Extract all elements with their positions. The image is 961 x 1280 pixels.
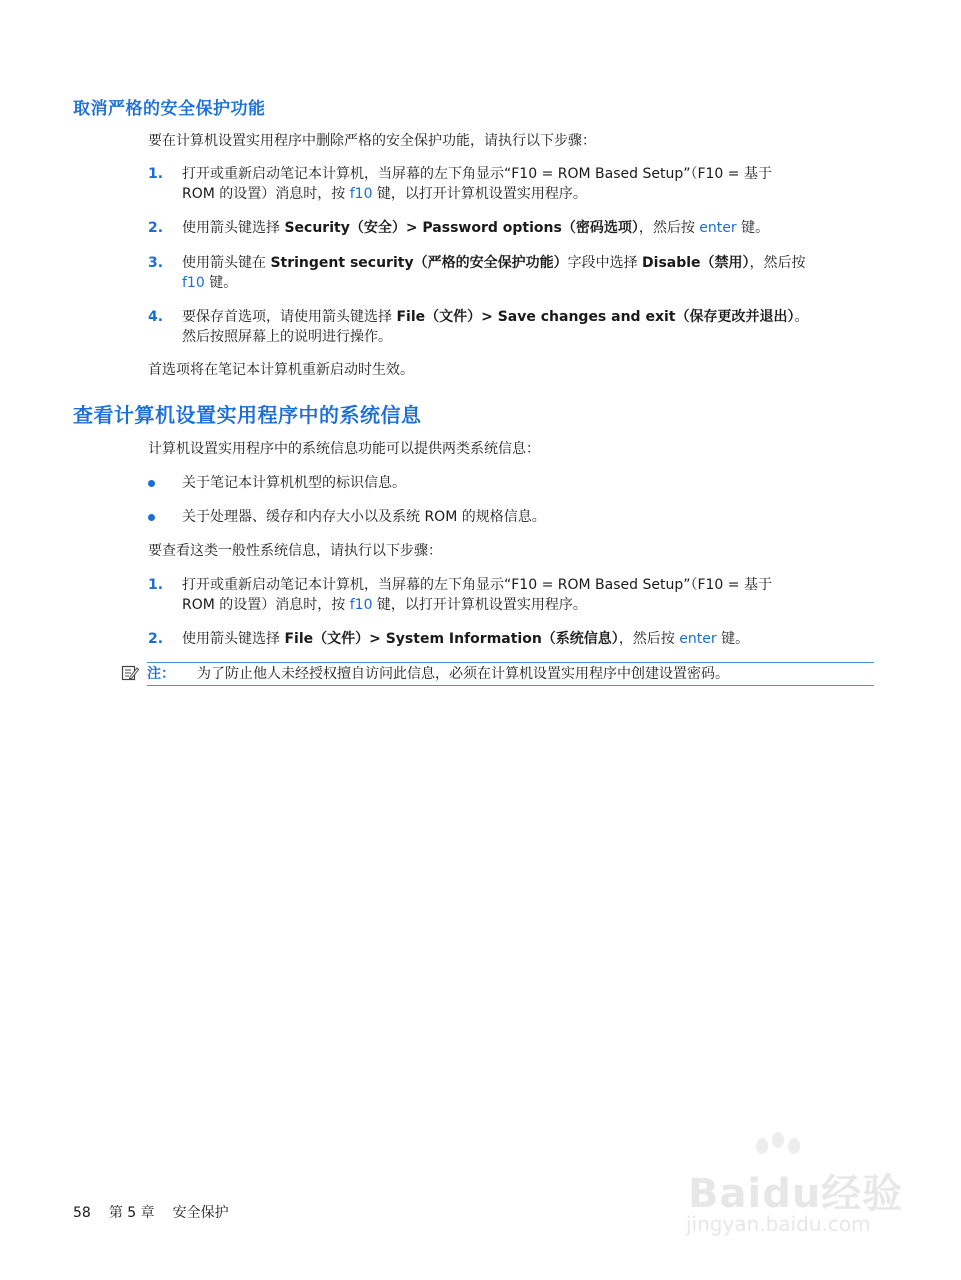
step-text: ，然后按 (749, 255, 806, 271)
step-text: ，然后按 (638, 220, 700, 236)
step-number: 1. (148, 577, 164, 593)
step-text: 键。 (736, 220, 770, 236)
key-name: enter (699, 220, 737, 236)
section2-intro: 计算机设置实用程序中的系统信息功能可以提供两类系统信息： (148, 441, 540, 457)
step-text: 字段中选择 (567, 255, 643, 271)
step-text: 使用箭头键选择 (182, 220, 285, 236)
step-text: ROM 的设置）消息时，按 (182, 186, 350, 202)
section-heading-disable-stringent: 取消严格的安全保护功能 (73, 99, 266, 119)
bullet-icon (148, 480, 155, 487)
section-heading-system-info: 查看计算机设置实用程序中的系统信息 (73, 403, 422, 427)
step-number: 1. (148, 166, 164, 182)
option-name: Disable（禁用） (642, 255, 750, 271)
section1-intro: 要在计算机设置实用程序中删除严格的安全保护功能，请执行以下步骤： (148, 133, 596, 149)
step-number: 3. (148, 255, 164, 271)
section1-step-2 (148, 218, 876, 238)
key-name: f10 (349, 597, 373, 613)
section1-step-4 (148, 307, 876, 347)
note-text: 为了防止他人未经授权擅自访问此信息，必须在计算机设置实用程序中创建设置密码。 (197, 666, 729, 682)
section1-outro: 首选项将在笔记本计算机重新启动时生效。 (148, 362, 414, 378)
step-text: 打开或重新启动笔记本计算机，当屏幕的左下角显示“F10 = ROM Based Setup”（F10 = 基于 (182, 166, 772, 182)
note-pencil-icon (121, 664, 139, 682)
page-number: 58 (73, 1205, 91, 1221)
step-text: 然后按照屏幕上的说明进行操作。 (182, 329, 392, 345)
section2-step-1 (148, 575, 876, 615)
step-number: 2. (148, 220, 164, 236)
step-text: 要保存首选项，请使用箭头键选择 (182, 309, 397, 325)
menu-path: File（文件）> System Information（系统信息） (284, 631, 619, 647)
page-footer (73, 1202, 247, 1222)
step-text: 打开或重新启动笔记本计算机，当屏幕的左下角显示“F10 = ROM Based Setup”（F10 = 基于 (182, 577, 772, 593)
menu-path: Security（安全）> Password options（密码选项） (284, 220, 639, 236)
field-name: Stringent security（严格的安全保护功能） (270, 255, 568, 271)
chapter-title: 安全保护 (172, 1205, 229, 1221)
step-text: 键，以打开计算机设置实用程序。 (372, 186, 587, 202)
section2-lead: 要查看这类一般性系统信息，请执行以下步骤： (148, 543, 442, 559)
step-text: 键。 (716, 631, 750, 647)
watermark (678, 1132, 908, 1247)
step-text: ROM 的设置）消息时，按 (182, 597, 350, 613)
section2-step-2 (148, 629, 876, 649)
step-number: 2. (148, 631, 164, 647)
step-text: 使用箭头键选择 (182, 631, 285, 647)
watermark-brand: Baidu经验 (688, 1171, 904, 1217)
note-label: 注： (147, 666, 175, 682)
step-number: 4. (148, 309, 164, 325)
step-text: 。 (794, 309, 809, 325)
list-item: 关于笔记本计算机机型的标识信息。 (148, 473, 406, 493)
step-text: ，然后按 (618, 631, 680, 647)
key-name: f10 (349, 186, 373, 202)
list-item: 关于处理器、缓存和内存大小以及系统 ROM 的规格信息。 (148, 507, 546, 527)
step-text: 键。 (204, 275, 238, 291)
note-box (147, 662, 874, 686)
step-text: 使用箭头键在 (182, 255, 271, 271)
key-name: enter (679, 631, 717, 647)
watermark-url: jingyan.baidu.com (686, 1212, 871, 1236)
key-name: f10 (182, 275, 205, 291)
menu-path: File（文件）> Save changes and exit（保存更改并退出） (396, 309, 795, 325)
step-text: 键，以打开计算机设置实用程序。 (372, 597, 587, 613)
section1-step-3 (148, 253, 876, 293)
chapter-label: 第 5 章 (108, 1205, 155, 1221)
bullet-icon (148, 514, 155, 521)
section1-step-1 (148, 164, 876, 204)
